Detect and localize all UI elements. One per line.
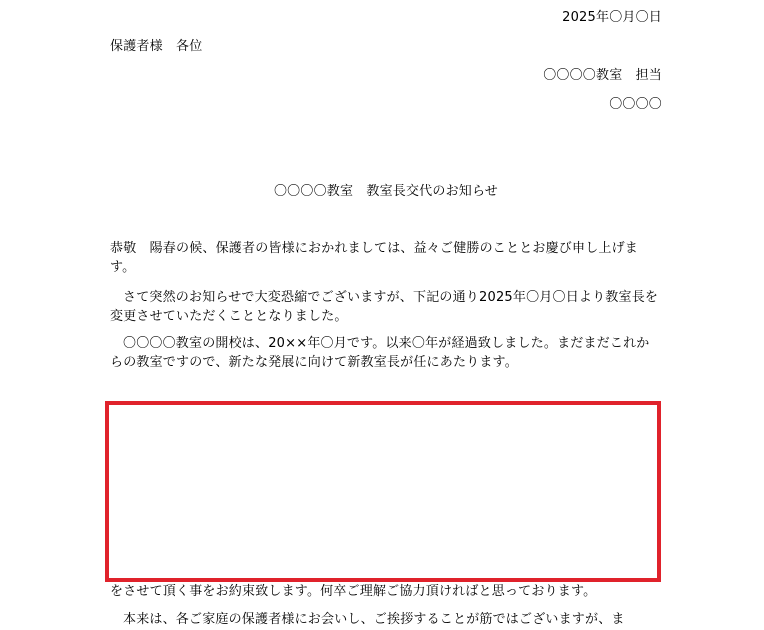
body-paragraph-1: 恭敬 陽春の候、保護者の皆様におかれましては、益々ご健勝のこととお慶び申し上げます。 [110, 241, 639, 275]
date-line: 2025年〇月〇日 [562, 10, 662, 25]
highlight-box [105, 401, 661, 582]
body-paragraph-3: 〇〇〇〇教室の開校は、20××年〇月です。以来〇年が経過致しました。まだまだこれからの教室ですので、新たな発展に向けて新教室長が任にあたります。 [110, 336, 650, 370]
sender-line-2: 〇〇〇〇 [609, 97, 662, 112]
recipient-line: 保護者様 各位 [110, 39, 203, 54]
body-paragraph-5: 本来は、各ご家庭の保護者様にお会いし、ご挨拶することが筋ではございますが、ま [123, 612, 625, 627]
body-paragraph-4: をさせて頂く事をお約束致します。何卒ご理解ご協力頂ければと思っております。 [110, 584, 597, 599]
document-title: 〇〇〇〇教室 教室長交代のお知らせ [273, 184, 498, 199]
body-paragraph-2: さて突然のお知らせで大変恐縮でございますが、下記の通り2025年〇月〇日より教室長を変更させていただくこととなりました。 [110, 290, 659, 324]
sender-line-1: 〇〇〇〇教室 担当 [543, 68, 662, 83]
